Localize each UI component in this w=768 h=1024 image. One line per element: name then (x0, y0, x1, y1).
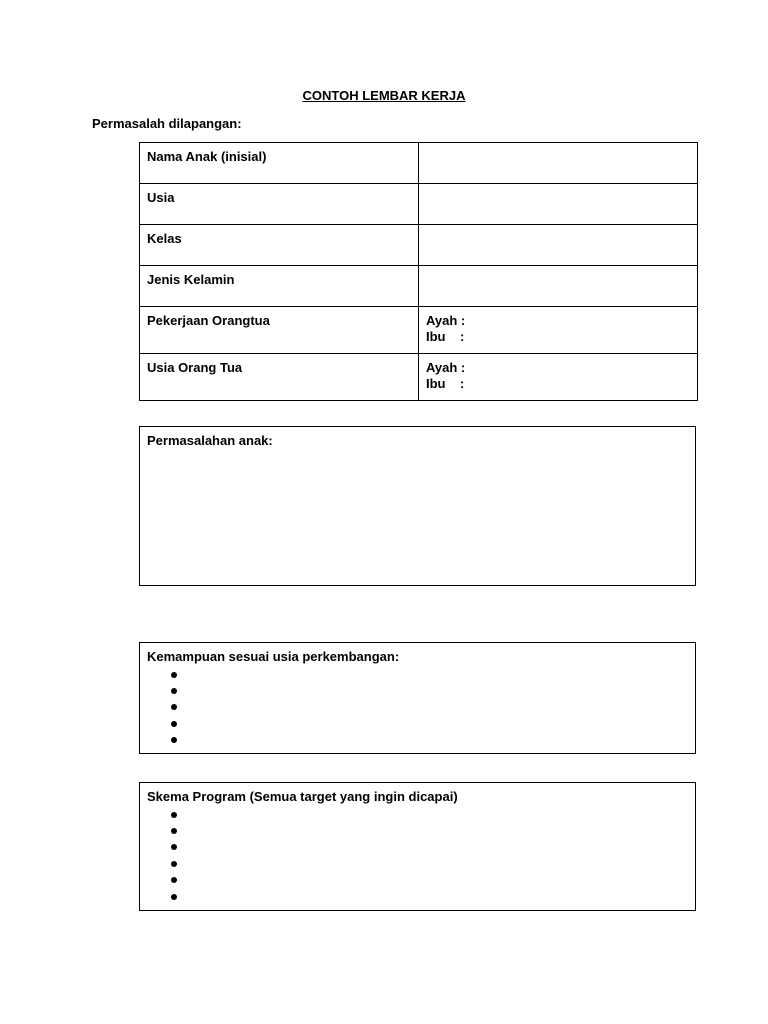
row-value-age[interactable] (419, 184, 698, 225)
table-row (140, 266, 698, 307)
row-value-parent-job[interactable] (419, 307, 698, 354)
bullet-icon (171, 704, 177, 710)
row-label-parent-job: Pekerjaan Orangtua (140, 307, 419, 354)
row-label-name: Nama Anak (inisial) (140, 143, 419, 184)
list-item[interactable] (171, 699, 177, 715)
row-label-age: Usia (140, 184, 419, 225)
ability-box-title: Kemampuan sesuai usia perkembangan: (147, 649, 400, 664)
list-item[interactable] (171, 839, 177, 855)
row-value-gender[interactable] (419, 266, 698, 307)
ability-list (171, 666, 177, 748)
section-label: Permasalah dilapangan: (92, 116, 242, 131)
list-item[interactable] (171, 872, 177, 888)
document-title: CONTOH LEMBAR KERJA (302, 88, 466, 103)
bullet-icon (171, 812, 177, 818)
bullet-icon (171, 688, 177, 694)
mother-label: Ibu : (426, 376, 465, 391)
table-row (140, 184, 698, 225)
bullet-icon (171, 828, 177, 834)
bullet-icon (171, 877, 177, 883)
father-label: Ayah : (426, 313, 466, 328)
bullet-icon (171, 894, 177, 900)
scheme-box[interactable] (139, 782, 696, 911)
list-item[interactable] (171, 682, 177, 698)
row-value-class[interactable] (419, 225, 698, 266)
bullet-icon (171, 737, 177, 743)
father-label: Ayah : (426, 360, 466, 375)
list-item[interactable] (171, 855, 177, 871)
table-row (140, 307, 698, 354)
bullet-icon (171, 844, 177, 850)
ability-box[interactable] (139, 642, 696, 754)
table-row (140, 354, 698, 401)
bullet-icon (171, 672, 177, 678)
row-value-parent-age[interactable] (419, 354, 698, 401)
problem-box-title: Permasalahan anak: (147, 433, 273, 448)
bullet-icon (171, 861, 177, 867)
row-label-class: Kelas (140, 225, 419, 266)
list-item[interactable] (171, 732, 177, 748)
list-item[interactable] (171, 715, 177, 731)
scheme-box-title: Skema Program (Semua target yang ingin dicapai) (147, 789, 458, 804)
scheme-list (171, 806, 177, 904)
row-label-parent-age: Usia Orang Tua (140, 354, 419, 401)
table-row (140, 143, 698, 184)
bullet-icon (171, 721, 177, 727)
table-row (140, 225, 698, 266)
list-item[interactable] (171, 888, 177, 904)
row-value-name[interactable] (419, 143, 698, 184)
row-label-gender: Jenis Kelamin (140, 266, 419, 307)
problem-box[interactable] (139, 426, 696, 586)
list-item[interactable] (171, 666, 177, 682)
list-item[interactable] (171, 806, 177, 822)
list-item[interactable] (171, 822, 177, 838)
child-info-table (139, 142, 698, 401)
mother-label: Ibu : (426, 329, 465, 344)
